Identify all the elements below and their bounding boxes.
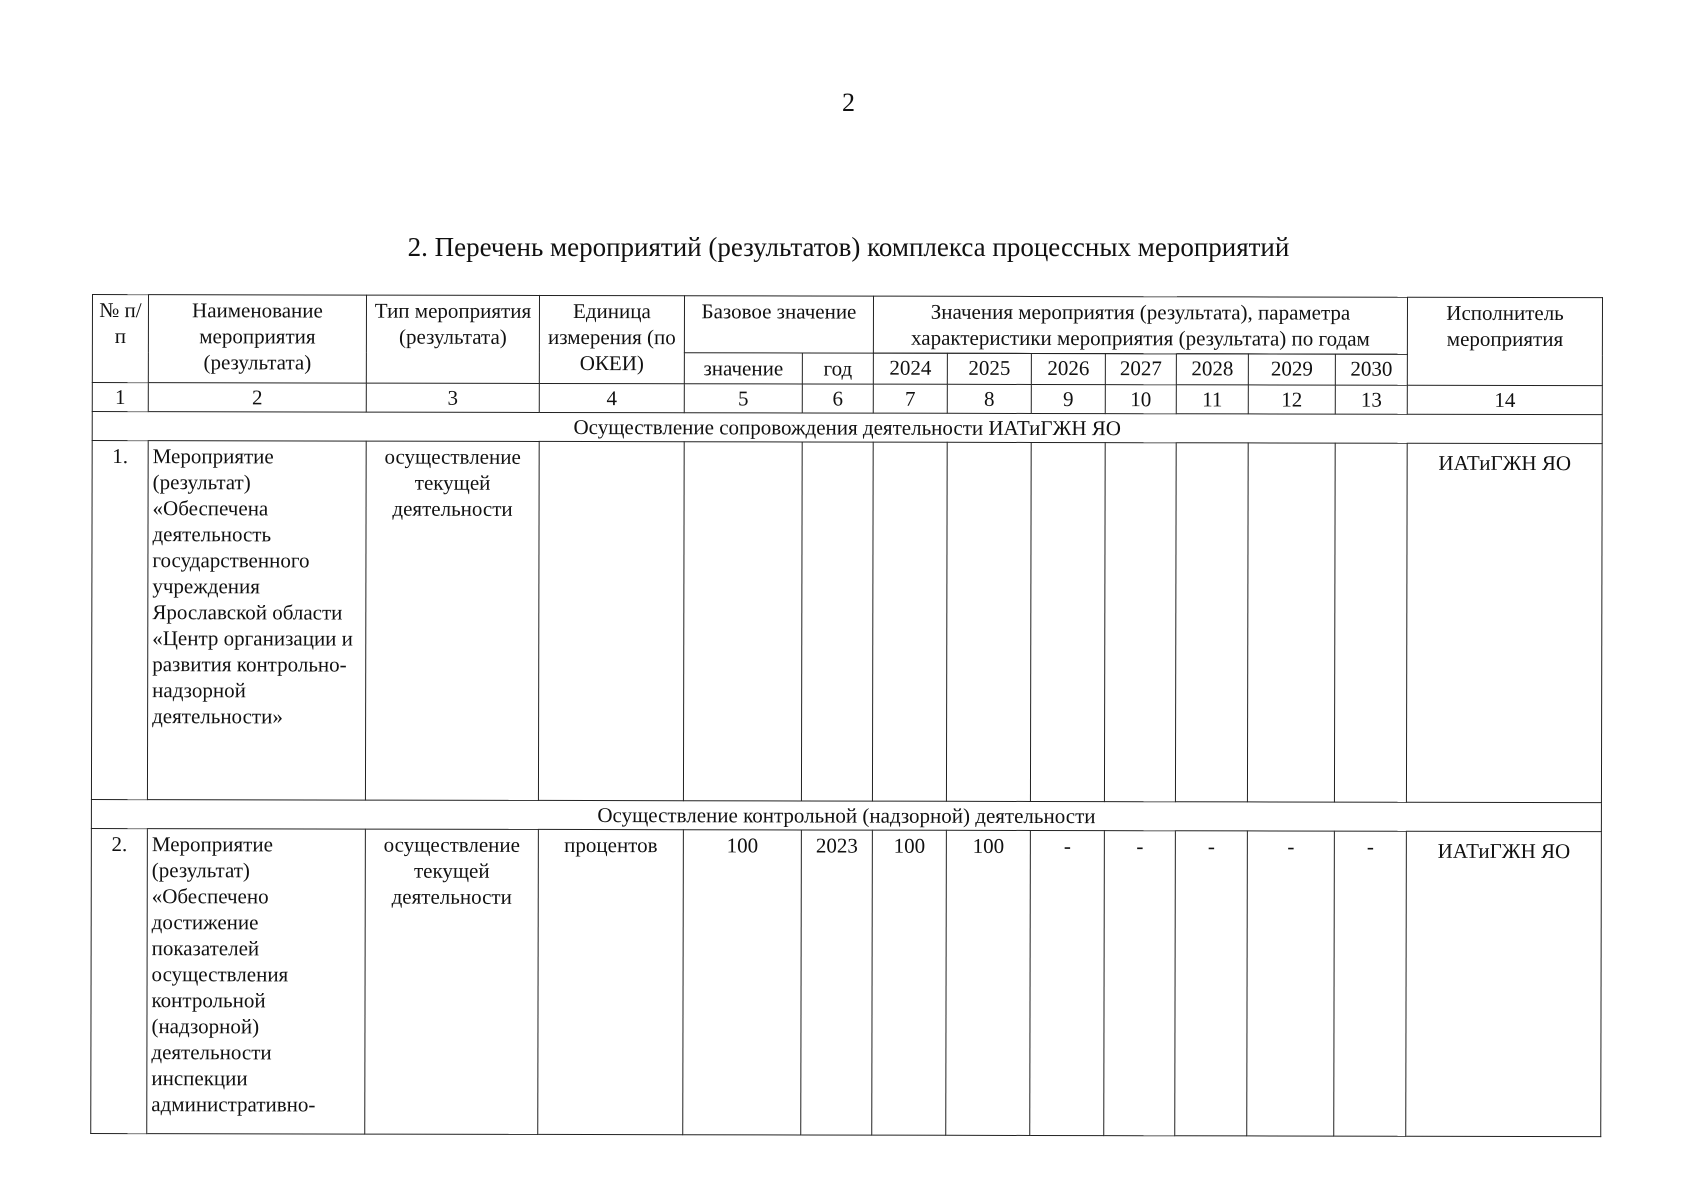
unit-cell	[538, 441, 684, 800]
year-value-cell	[1334, 443, 1407, 802]
year-value-cell: -	[1030, 830, 1105, 1135]
column-number: 3	[366, 383, 539, 412]
year-value-cell: -	[1334, 831, 1407, 1136]
header-base: Базовое значение	[684, 296, 873, 353]
header-unit: Единица измерения (по ОКЕИ)	[539, 295, 684, 383]
table-row	[91, 441, 1602, 803]
section-header-row	[91, 799, 1601, 831]
column-number: 10	[1105, 385, 1176, 414]
column-number: 13	[1335, 385, 1407, 414]
base-year-cell	[801, 442, 873, 801]
base-value-cell	[683, 442, 802, 801]
event-name: Мероприятие (результат) «Обеспечено достижение показателей осуществления контрольной (надзорной) деятельности инспекции административно-	[147, 829, 366, 1134]
column-number: 2	[148, 383, 366, 412]
year-value-cell: -	[1247, 831, 1335, 1136]
year-value-cell: -	[1175, 831, 1248, 1136]
year-value-cell	[872, 442, 947, 801]
year-value-cell	[1030, 442, 1105, 801]
column-number: 12	[1248, 385, 1335, 414]
unit-cell: процентов	[538, 829, 684, 1134]
row-number: 2.	[91, 828, 148, 1133]
column-numbers-row	[92, 383, 1602, 415]
header-year: 2024	[873, 353, 947, 384]
section-title: Осуществление контрольной (надзорной) деятельности	[91, 799, 1601, 831]
header-year: 2029	[1248, 354, 1335, 385]
year-value-cell	[1104, 443, 1176, 802]
column-number: 1	[92, 383, 148, 412]
column-number: 5	[684, 384, 802, 413]
executor-cell: ИАТиГЖН ЯО	[1407, 443, 1603, 802]
section-header-row	[92, 412, 1602, 444]
header-type: Тип мероприятия (результата)	[366, 295, 539, 383]
header-name: Наименование мероприятия (результата)	[148, 295, 366, 383]
header-num: № п/п	[92, 295, 148, 383]
table-row	[91, 828, 1602, 1136]
event-type: осуществление текущей деятельности	[365, 441, 539, 800]
events-table	[90, 294, 1603, 1137]
header-year: 2030	[1335, 354, 1407, 385]
header-base-year: год	[802, 353, 873, 384]
column-number: 8	[947, 384, 1031, 413]
row-number: 1.	[91, 441, 148, 800]
year-value-cell: -	[1104, 831, 1176, 1136]
column-number: 9	[1031, 384, 1105, 413]
header-base-value: значение	[684, 353, 802, 384]
events-table-wrapper	[90, 294, 1602, 1137]
header-year: 2026	[1031, 353, 1105, 384]
header-year: 2025	[947, 353, 1031, 384]
header-row-1	[92, 295, 1602, 355]
header-executor: Исполнитель мероприятия	[1407, 297, 1602, 385]
header-year: 2028	[1176, 354, 1248, 385]
base-year-cell: 2023	[801, 830, 873, 1135]
event-name: Мероприятие (результат) «Обеспечена деятельность государственного учреждения Ярославской области «Центр организации и развития контрольно-надзорной деятельности»	[147, 441, 366, 800]
year-value-cell: 100	[872, 830, 947, 1135]
column-number: 4	[539, 383, 684, 412]
column-number: 11	[1176, 385, 1248, 414]
page-number: 2	[842, 88, 855, 117]
column-number: 7	[873, 384, 947, 413]
column-number: 14	[1407, 385, 1602, 414]
event-type: осуществление текущей деятельности	[365, 829, 539, 1134]
year-value-cell	[946, 442, 1031, 801]
executor-cell: ИАТиГЖН ЯО	[1406, 831, 1602, 1136]
year-value-cell: 100	[946, 830, 1031, 1135]
document-title: 2. Перечень мероприятий (результатов) комплекса процессных мероприятий	[407, 232, 1290, 262]
section-title: Осуществление сопровождения деятельности ИАТиГЖН ЯО	[92, 412, 1602, 444]
year-value-cell	[1247, 443, 1335, 802]
year-value-cell	[1175, 443, 1248, 802]
header-values: Значения мероприятия (результата), параметра характеристики мероприятия (результата) по годам	[873, 296, 1407, 354]
column-number: 6	[802, 384, 873, 413]
base-value-cell: 100	[683, 830, 802, 1135]
header-year: 2027	[1105, 354, 1176, 385]
